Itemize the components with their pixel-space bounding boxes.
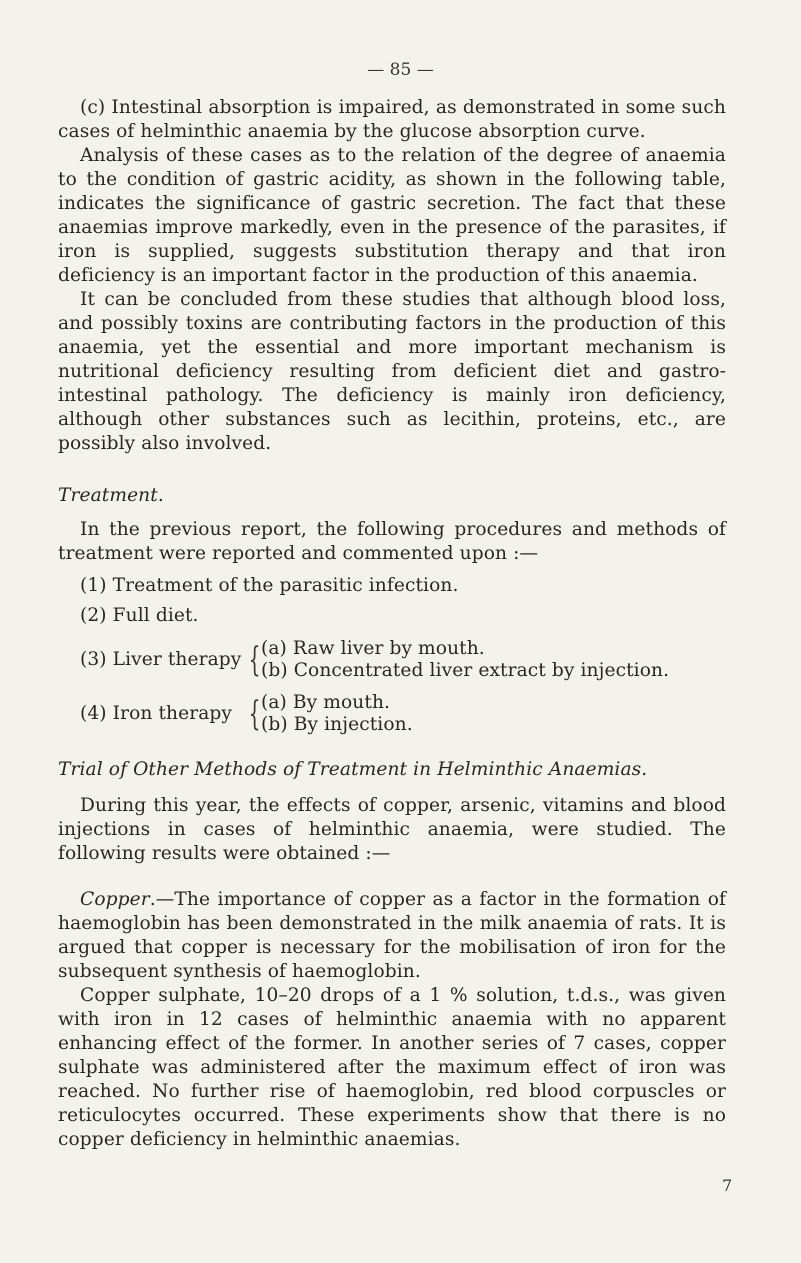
intro-paragraph-2: Analysis of these cases as to the relation of the degree of anaemia to the condition of gastric acidity, as shown in the following table, indicates the significance of gastric secretion. The fact that these anaemias improve markedly, even in the presence of the parasites, if iron is supplied, suggests substitution therapy and that iron deficiency is an important factor in the production of this anaemia. — [58, 145, 726, 286]
signature-mark: 7 — [722, 1176, 733, 1195]
trial-intro: During this year, the effects of copper, arsenic, vitamins and blood injections in cases of helminthic anaemia, were studied. The following results were obtained :— — [58, 795, 726, 864]
treatment-item-1: (1) Treatment of the parasitic infection. — [80, 575, 459, 596]
treatment-heading: Treatment. — [58, 485, 164, 506]
intro-paragraph-1: (c) Intestinal absorption is impaired, as demonstrated in some such cases of helminthic anaemia by the glucose absorption curve. — [58, 97, 726, 142]
treatment-intro: In the previous report, the following procedures and methods of treatment were reported and commented upon :— — [58, 519, 726, 564]
page-header-number: — 85 — — [367, 60, 434, 80]
treatment-item-3 — [58, 638, 726, 682]
treatment-item-4-label: (4) Iron therapy — [80, 703, 232, 724]
brace-icon: { — [248, 640, 261, 680]
copper-paragraph-1 — [58, 888, 726, 984]
copper-paragraph-2: Copper sulphate, 10–20 drops of a 1 % solution, t.d.s., was given with iron in 12 cases of helminthic anaemia with no apparent enhancing effect of the former. In another series of 7 cases, copper sulphate was administered after the maximum effect of iron was reached. No further rise of haemoglobin, red blood corpuscles or reticulocytes occurred. These experiments show that there is no copper deficiency in helminthic anaemias. — [58, 985, 726, 1150]
brace-icon: { — [248, 694, 261, 734]
treatment-item-3a: (a) Raw liver by mouth. — [261, 638, 485, 659]
treatment-item-4a: (a) By mouth. — [261, 692, 391, 713]
treatment-item-3-label: (3) Liver therapy — [80, 649, 242, 670]
copper-label: Copper — [80, 889, 150, 910]
trial-heading: Trial of Other Methods of Treatment in Helminthic Anaemias. — [58, 759, 648, 780]
document-body — [58, 60, 726, 1152]
treatment-item-4b: (b) By injection. — [261, 714, 413, 735]
treatment-item-2: (2) Full diet. — [80, 605, 199, 626]
copper-paragraph-1-text: .—The importance of copper as a factor in the formation of haemoglobin has been demonstrated in the milk anaemia of rats. It is argued that copper is necessary for the mobilisation of iron for the subsequent synthesis of haemoglobin. — [58, 889, 726, 982]
treatment-item-4 — [58, 692, 726, 736]
treatment-item-3b: (b) Concentrated liver extract by injection. — [261, 660, 670, 681]
intro-paragraph-3: It can be concluded from these studies that although blood loss, and possibly toxins are contributing factors in the production of this anaemia, yet the essential and more important mechanism is nutritional deficiency resulting from deficient diet and gastro-intestinal pathology. The deficiency is mainly iron deficiency, although other substances such as lecithin, proteins, etc., are possibly also involved. — [58, 289, 726, 454]
